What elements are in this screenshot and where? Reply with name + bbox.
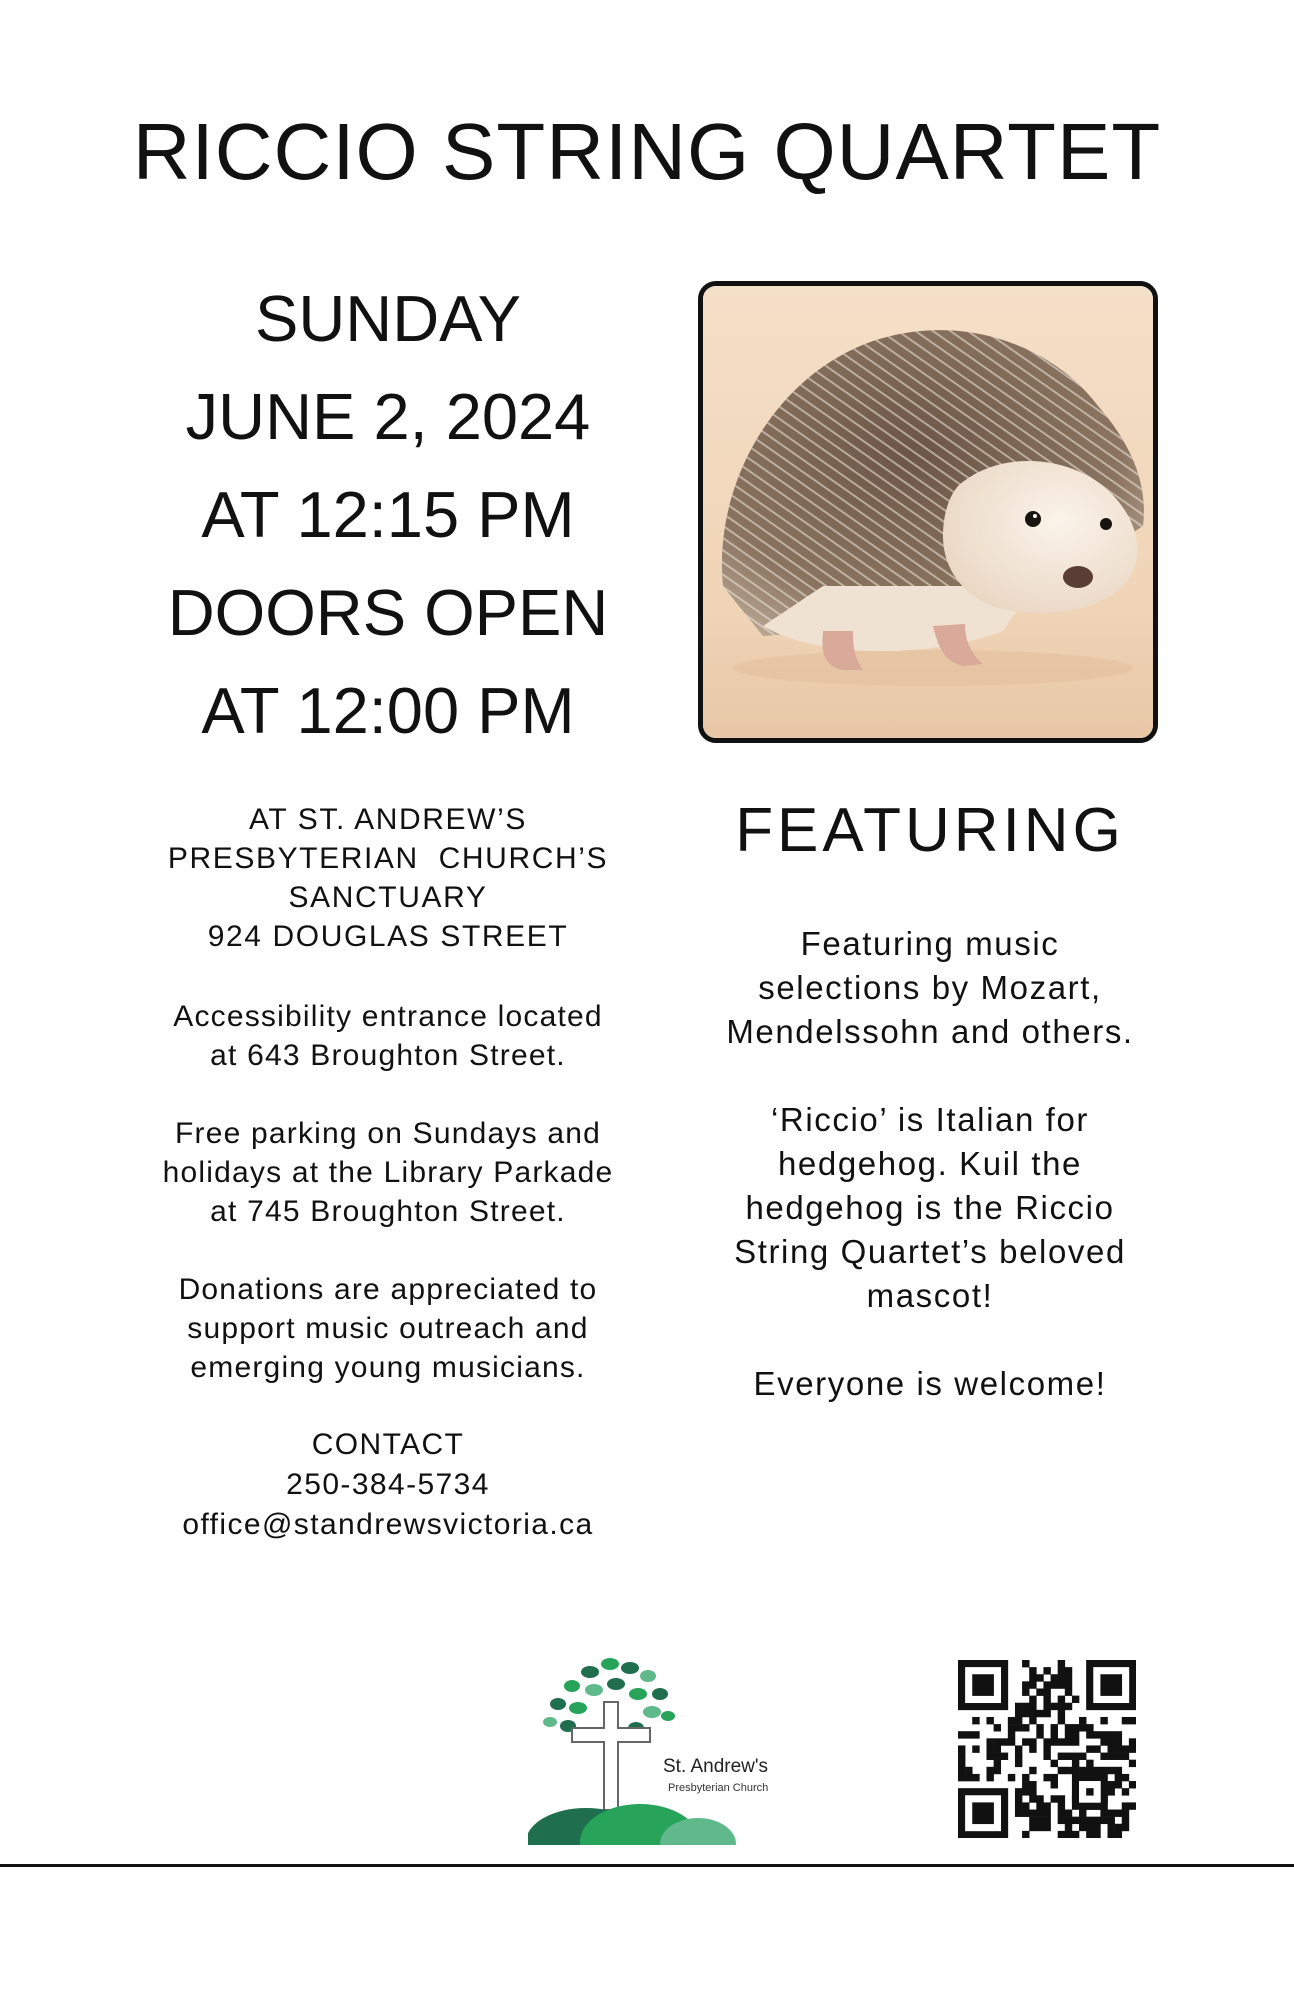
qr-module [1100,1810,1107,1817]
qr-module [1058,1810,1065,1817]
visitor-info [90,997,686,1426]
qr-module [1036,1810,1043,1817]
qr-module [1058,1703,1065,1710]
qr-module [1108,1831,1115,1838]
music-selections: Featuring music selections by Mozart, Mendelssohn and others. [726,925,1134,1050]
qr-module [1029,1703,1036,1710]
qr-module [1058,1717,1065,1724]
qr-module [1022,1660,1029,1667]
qr-module [1129,1745,1136,1752]
qr-module [1115,1774,1122,1781]
qr-module [1051,1795,1058,1802]
qr-module [1065,1753,1072,1760]
qr-module [1029,1674,1036,1681]
qr-module [1115,1781,1122,1788]
qr-module [1058,1681,1065,1688]
qr-module [1108,1767,1115,1774]
hedgehog-photo [698,281,1158,743]
qr-module [1065,1810,1072,1817]
qr-module [1051,1738,1058,1745]
qr-module [1036,1817,1043,1824]
qr-module [1043,1774,1050,1781]
qr-module [1086,1767,1093,1774]
venue-street: 924 DOUGLAS STREET [207,920,569,953]
qr-module [1058,1795,1065,1802]
qr-module [1015,1717,1022,1724]
qr-module [1108,1745,1115,1752]
qr-module [1029,1710,1036,1717]
qr-module [1036,1802,1043,1809]
qr-module [1122,1717,1129,1724]
event-time: AT 12:15 PM [201,478,575,551]
qr-module [1079,1767,1086,1774]
qr-module [1029,1738,1036,1745]
venue-line: PRESBYTERIAN CHURCH’S [167,842,609,875]
accessibility-note: Accessibility entrance located at 643 Broughton Street. [173,1000,603,1072]
qr-module [958,1753,965,1760]
qr-module [1029,1696,1036,1703]
qr-module [1008,1731,1015,1738]
qr-module [1029,1824,1036,1831]
contact-email: office@standrewsvictoria.ca [182,1508,594,1541]
qr-module [986,1767,993,1774]
qr-module [1015,1795,1022,1802]
qr-module [1079,1753,1086,1760]
qr-module [1086,1831,1093,1838]
qr-module [1100,1767,1107,1774]
welcome-note: Everyone is welcome! [753,1365,1107,1402]
qr-module [1129,1781,1136,1788]
qr-module [1108,1810,1115,1817]
qr-module [1022,1688,1029,1695]
qr-module [1029,1681,1036,1688]
qr-module [1093,1831,1100,1838]
qr-module [958,1767,965,1774]
qr-module [1086,1824,1093,1831]
qr-module [1072,1817,1079,1824]
qr-module [1036,1824,1043,1831]
qr-module [1051,1681,1058,1688]
qr-module [1015,1753,1022,1760]
qr-module [1022,1788,1029,1795]
qr-module [1079,1824,1086,1831]
qr-module [1051,1731,1058,1738]
qr-module [1036,1795,1043,1802]
qr-module [972,1774,979,1781]
doors-open-time: AT 12:00 PM [201,674,575,747]
qr-module [1072,1731,1079,1738]
qr-module [994,1745,1001,1752]
qr-module [1122,1817,1129,1824]
qr-module [1122,1810,1129,1817]
qr-module [1051,1760,1058,1767]
qr-module [1015,1810,1022,1817]
qr-module [1043,1703,1050,1710]
qr-module [1036,1710,1043,1717]
qr-module [994,1753,1001,1760]
qr-module [1015,1760,1022,1767]
qr-module [1036,1731,1043,1738]
qr-module [958,1731,965,1738]
qr-module [1086,1731,1093,1738]
qr-module [1072,1696,1079,1703]
qr-module [1115,1731,1122,1738]
qr-module [1058,1817,1065,1824]
qr-module [986,1738,993,1745]
qr-module [1065,1731,1072,1738]
featuring-info [690,922,1170,1450]
qr-module [1093,1745,1100,1752]
qr-module [1036,1674,1043,1681]
qr-module [1043,1688,1050,1695]
qr-module [1043,1817,1050,1824]
qr-module [1100,1817,1107,1824]
qr-module [986,1774,993,1781]
qr-module [1072,1738,1079,1745]
qr-module [1001,1753,1008,1760]
qr-module [1022,1831,1029,1838]
qr-module [994,1738,1001,1745]
qr-module [1015,1788,1022,1795]
qr-module [1100,1717,1107,1724]
qr-module [1058,1696,1065,1703]
qr-module [1029,1817,1036,1824]
qr-module [1058,1660,1065,1667]
qr-module [1072,1831,1079,1838]
poster-title: RICCIO STRING QUARTET [132,107,1162,196]
qr-module [1029,1667,1036,1674]
qr-module [1129,1738,1136,1745]
qr-module [1065,1724,1072,1731]
qr-module [1115,1824,1122,1831]
qr-module [1115,1767,1122,1774]
venue-line: AT ST. ANDREW’S [249,803,527,836]
tree-cross-icon [528,1650,798,1845]
qr-module [1015,1745,1022,1752]
qr-module [1079,1717,1086,1724]
qr-module [1043,1802,1050,1809]
event-datetime [90,270,686,760]
qr-module [1043,1667,1050,1674]
hedgehog-illustration [703,286,1153,738]
parking-note: Free parking on Sundays and holidays at the Library Parkade at 745 Broughton Street. [162,1117,614,1228]
qr-module [1108,1731,1115,1738]
qr-module [1093,1824,1100,1831]
qr-module [994,1760,1001,1767]
qr-module [1115,1831,1122,1838]
qr-module [1029,1781,1036,1788]
qr-module [965,1731,972,1738]
qr-module [972,1674,994,1696]
qr-module [1015,1703,1022,1710]
qr-module [986,1745,993,1752]
qr-module [1022,1738,1029,1745]
qr-module [1022,1681,1029,1688]
qr-module [1115,1745,1122,1752]
qr-module [1036,1688,1043,1695]
qr-module [1058,1674,1065,1681]
qr-module [972,1717,979,1724]
qr-module [972,1802,994,1824]
qr-module [1065,1738,1072,1745]
qr-module [1086,1724,1093,1731]
qr-module [1043,1710,1050,1717]
qr-module [1072,1724,1079,1731]
qr-module [986,1753,993,1760]
qr-code-icon [958,1660,1136,1838]
qr-module [1022,1703,1029,1710]
qr-module [1058,1738,1065,1745]
donations-note: Donations are appreciated to support music outreach and emerging young musicians. [178,1273,598,1384]
qr-module [1108,1817,1115,1824]
qr-module [1015,1724,1022,1731]
qr-module [1072,1760,1079,1767]
qr-module [1122,1753,1129,1760]
qr-module [1086,1788,1093,1795]
qr-module [1029,1795,1036,1802]
qr-module [1058,1753,1065,1760]
featuring-heading: FEATURING [735,796,1125,865]
qr-module [972,1745,979,1752]
qr-module [1001,1738,1008,1745]
qr-module [1058,1667,1065,1674]
qr-module [994,1724,1001,1731]
qr-module [1079,1724,1086,1731]
qr-module [1093,1817,1100,1824]
qr-module [1051,1703,1058,1710]
qr-module [1051,1674,1058,1681]
qr-module [1115,1738,1122,1745]
qr-module [1029,1788,1036,1795]
event-date: JUNE 2, 2024 [185,380,591,453]
qr-module [1008,1774,1015,1781]
qr-module [1065,1688,1072,1695]
qr-module [1015,1710,1022,1717]
qr-module [1122,1788,1129,1795]
event-day: SUNDAY [254,282,522,355]
qr-module [1072,1767,1079,1774]
qr-module [1079,1817,1086,1824]
qr-module [1058,1831,1065,1838]
qr-module [1115,1810,1122,1817]
qr-module [1122,1824,1129,1831]
qr-module [1051,1774,1058,1781]
qr-module [1008,1717,1015,1724]
qr-module [1043,1753,1050,1760]
qr-module [1065,1674,1072,1681]
qr-module [1065,1767,1072,1774]
qr-module [1086,1817,1093,1824]
qr-module [1100,1674,1122,1696]
qr-module [1108,1824,1115,1831]
qr-module [1043,1810,1050,1817]
qr-module [1051,1781,1058,1788]
qr-module [1072,1753,1079,1760]
contact-phone: 250-384-5734 [286,1468,490,1501]
qr-module [1029,1717,1036,1724]
riccio-note: ‘Riccio’ is Italian for hedgehog. Kuil the hedgehog is the Riccio String Quartet’s beloved mascot! [734,1101,1126,1314]
qr-module [1093,1767,1100,1774]
qr-module [986,1717,993,1724]
qr-module [1065,1824,1072,1831]
doors-open-label: DOORS OPEN [167,576,609,649]
qr-module [1022,1802,1029,1809]
qr-code-graphic [958,1660,1136,1838]
qr-module [1108,1753,1115,1760]
qr-module [1100,1738,1107,1745]
logo-church-subtitle: Presbyterian Church [668,1782,769,1794]
venue-line: SANCTUARY [288,881,488,914]
qr-module [1022,1810,1029,1817]
qr-module [1079,1810,1086,1817]
qr-module [1100,1731,1107,1738]
qr-module [1093,1731,1100,1738]
qr-module [958,1745,965,1752]
qr-module [1022,1710,1029,1717]
qr-module [1008,1724,1015,1731]
church-logo [528,1650,798,1845]
qr-module [1108,1738,1115,1745]
qr-module [1043,1824,1050,1831]
qr-module [1115,1753,1122,1760]
qr-module [1108,1781,1115,1788]
qr-module [1029,1767,1036,1774]
qr-module [1108,1788,1115,1795]
qr-module [1129,1760,1136,1767]
contact-heading: CONTACT [311,1428,465,1461]
qr-module [1022,1781,1029,1788]
qr-module [965,1767,972,1774]
qr-module [1122,1802,1129,1809]
qr-module [1065,1681,1072,1688]
qr-module [1036,1724,1043,1731]
bottom-divider [0,1864,1294,1867]
venue-address [90,800,686,956]
qr-module [1008,1738,1015,1745]
qr-module [1086,1760,1093,1767]
qr-module [972,1731,979,1738]
qr-module [1015,1802,1022,1809]
qr-module [1100,1753,1107,1760]
qr-module [1022,1774,1029,1781]
qr-module [1029,1745,1036,1752]
qr-module [1029,1810,1036,1817]
qr-module [1022,1724,1029,1731]
qr-module [1129,1717,1136,1724]
qr-module [1122,1745,1129,1752]
qr-module [958,1774,965,1781]
qr-module [1043,1681,1050,1688]
qr-module [1086,1745,1093,1752]
qr-module [1058,1767,1065,1774]
qr-module [1051,1724,1058,1731]
qr-module [1065,1703,1072,1710]
qr-module [1065,1817,1072,1824]
qr-module [1043,1696,1050,1703]
qr-module [1065,1831,1072,1838]
qr-module [1129,1802,1136,1809]
qr-module [1058,1802,1065,1809]
qr-module [994,1767,1001,1774]
logo-church-name: St. Andrew's [663,1756,769,1777]
qr-module [958,1760,965,1767]
qr-module [1058,1710,1065,1717]
qr-module [1043,1745,1050,1752]
qr-module [965,1774,972,1781]
contact-block [90,1425,686,1545]
qr-module [1065,1667,1072,1674]
qr-module [1043,1738,1050,1745]
qr-module [1122,1774,1129,1781]
